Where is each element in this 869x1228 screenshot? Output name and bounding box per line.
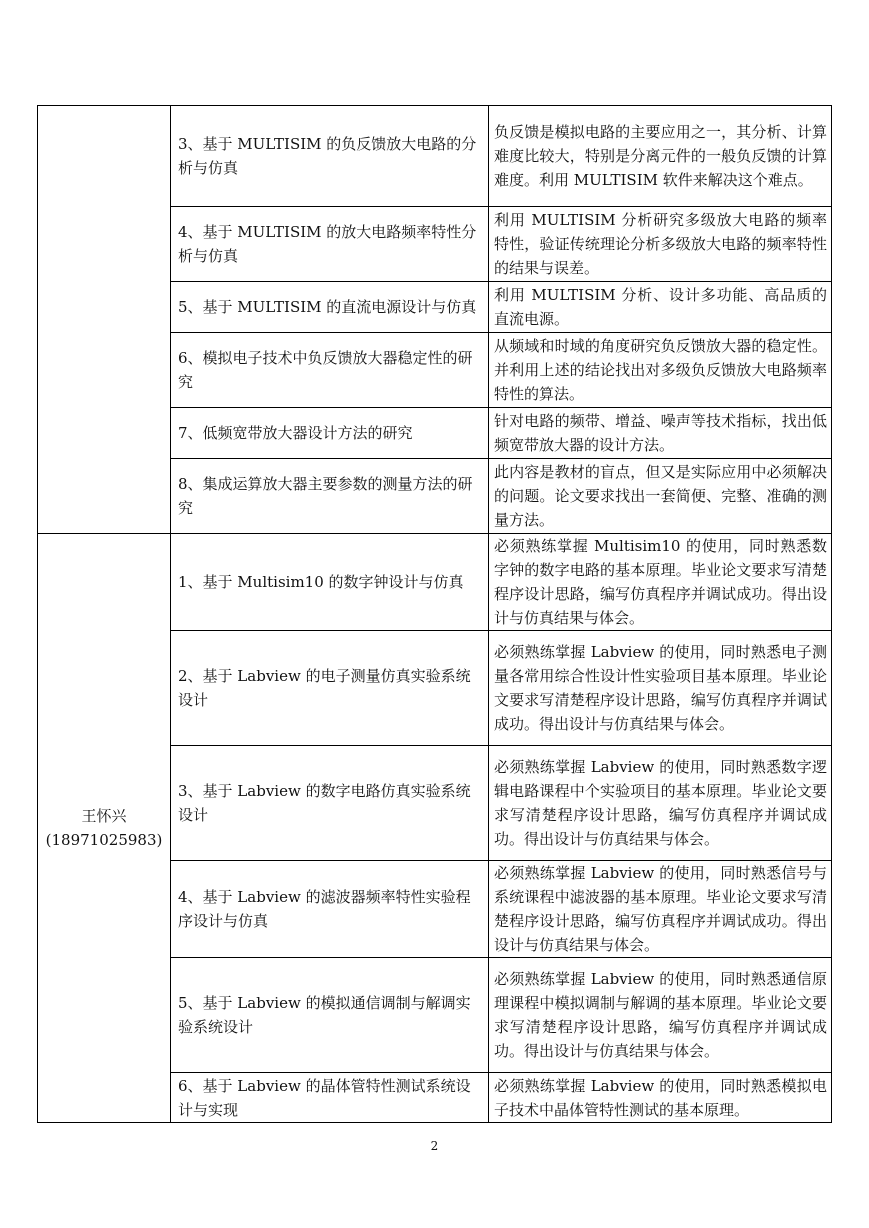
requirement-cell: 从频域和时域的角度研究负反馈放大器的稳定性。并利用上述的结论找出对多级负反馈放大电路频率特性的算法。 — [489, 333, 832, 408]
topic-cell: 8、集成运算放大器主要参数的测量方法的研究 — [171, 459, 489, 534]
teacher-phone: (18971025983) — [45, 831, 163, 849]
topics-table — [37, 105, 832, 1123]
table-row — [38, 106, 832, 207]
topic-cell: 2、基于 Labview 的电子测量仿真实验系统设计 — [171, 631, 489, 746]
requirement-cell: 利用 MULTISIM 分析研究多级放大电路的频率特性，验证传统理论分析多级放大电路的频率特性的结果与误差。 — [489, 207, 832, 282]
topic-cell: 3、基于 MULTISIM 的负反馈放大电路的分析与仿真 — [171, 106, 489, 207]
requirement-cell: 利用 MULTISIM 分析、设计多功能、高品质的直流电源。 — [489, 282, 832, 333]
topic-cell: 4、基于 MULTISIM 的放大电路频率特性分析与仿真 — [171, 207, 489, 282]
topic-cell: 7、低频宽带放大器设计方法的研究 — [171, 408, 489, 459]
topic-cell: 5、基于 MULTISIM 的直流电源设计与仿真 — [171, 282, 489, 333]
requirement-cell: 必须熟练掌握 Labview 的使用，同时熟悉电子测量各常用综合性设计性实验项目基本原理。毕业论文要求写清楚程序设计思路，编写仿真程序并调试成功。得出设计与仿真结果与体会。 — [489, 631, 832, 746]
requirement-cell: 必须熟练掌握 Labview 的使用，同时熟悉模拟电子技术中晶体管特性测试的基本原理。 — [489, 1073, 832, 1123]
teacher-cell — [38, 534, 171, 1123]
page-number: 2 — [430, 1139, 439, 1153]
topic-cell: 6、模拟电子技术中负反馈放大器稳定性的研究 — [171, 333, 489, 408]
table-row — [38, 534, 832, 631]
requirement-cell: 负反馈是模拟电路的主要应用之一，其分析、计算难度比较大，特别是分离元件的一般负反馈的计算难度。利用 MULTISIM 软件来解决这个难点。 — [489, 106, 832, 207]
requirement-cell: 必须熟练掌握 Labview 的使用，同时熟悉信号与系统课程中滤波器的基本原理。毕业论文要求写清楚程序设计思路，编写仿真程序并调试成功。得出设计与仿真结果与体会。 — [489, 861, 832, 958]
requirement-cell: 必须熟练掌握 Labview 的使用，同时熟悉数字逻辑电路课程中个实验项目的基本原理。毕业论文要求写清楚程序设计思路，编写仿真程序并调试成功。得出设计与仿真结果与体会。 — [489, 746, 832, 861]
requirement-cell: 必须熟练掌握 Labview 的使用，同时熟悉通信原理课程中模拟调制与解调的基本原理。毕业论文要求写清楚程序设计思路，编写仿真程序并调试成功。得出设计与仿真结果与体会。 — [489, 958, 832, 1073]
requirement-cell: 此内容是教材的盲点，但又是实际应用中必须解决的问题。论文要求找出一套简便、完整、准确的测量方法。 — [489, 459, 832, 534]
topic-cell: 5、基于 Labview 的模拟通信调制与解调实验系统设计 — [171, 958, 489, 1073]
teacher-cell-empty — [38, 106, 171, 534]
requirement-cell: 必须熟练掌握 Multisim10 的使用，同时熟悉数字钟的数字电路的基本原理。毕业论文要求写清楚程序设计思路，编写仿真程序并调试成功。得出设计与仿真结果与体会。 — [489, 534, 832, 631]
requirement-cell: 针对电路的频带、增益、噪声等技术指标，找出低频宽带放大器的设计方法。 — [489, 408, 832, 459]
teacher-name: 王怀兴 — [81, 807, 127, 825]
topic-cell: 4、基于 Labview 的滤波器频率特性实验程序设计与仿真 — [171, 861, 489, 958]
topic-cell: 1、基于 Multisim10 的数字钟设计与仿真 — [171, 534, 489, 631]
topic-cell: 6、基于 Labview 的晶体管特性测试系统设计与实现 — [171, 1073, 489, 1123]
topic-cell: 3、基于 Labview 的数字电路仿真实验系统设计 — [171, 746, 489, 861]
